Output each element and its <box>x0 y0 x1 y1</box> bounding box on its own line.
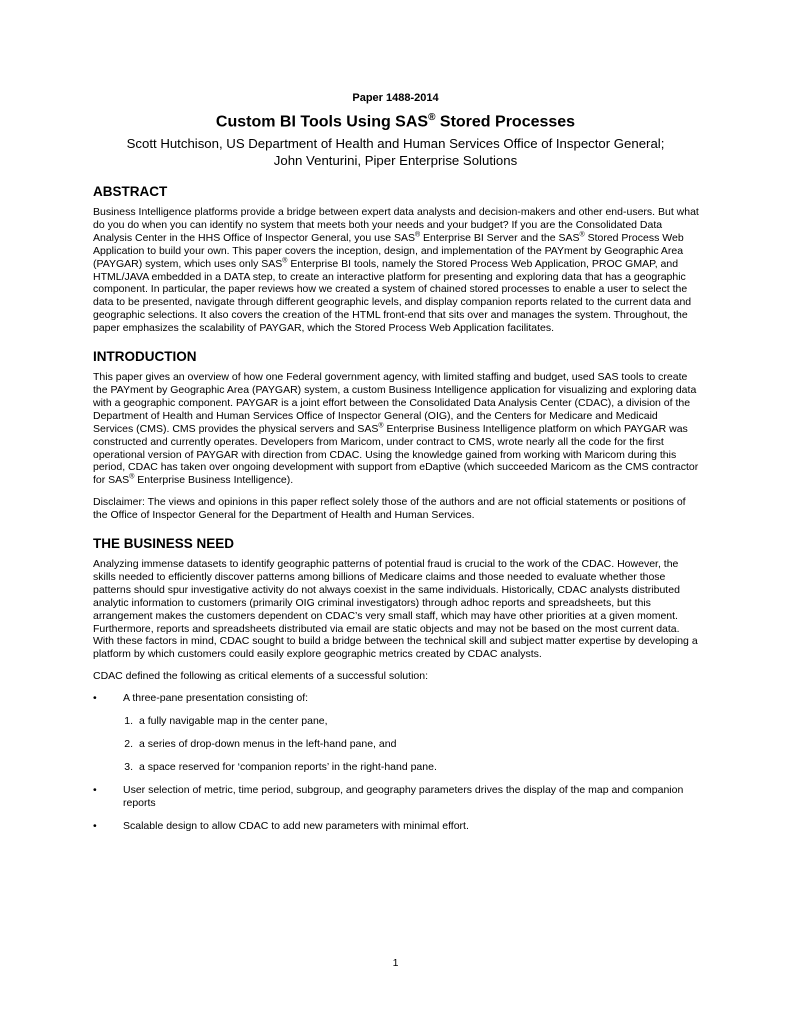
section-heading: ABSTRACT <box>93 184 168 199</box>
text-run: This paper gives an overview of how one Federal government agency, with limited staffing and budget, used SAS tools to create the PAYment by Geographic Area (PAYGAR) system, a custom Business Intelligence application for visualizing and exploring data with a geographic component. PAYGAR is a joint effort between the Consolidated Data Analysis Center (CDAC), a division of the Department of Health and Human Services Office of Inspector General (OIG), and the Centers for Medicare and Medicaid Services (CMS). CMS provides the physical servers and SAS <box>93 371 697 435</box>
item-text: a fully navigable map in the center pane, <box>139 715 328 728</box>
text-run: Enterprise Business Intelligence). <box>134 474 294 487</box>
abstract-paragraph <box>93 206 699 335</box>
text-run: Business Intelligence platforms provide a bridge between expert data analysts and decision-makers and other end-users. But what do you do when you can identify no system that meets both your needs and your budget? If you are the Consolidated Data Analysis Center in the HHS Office of Inspector General, you use SAS <box>93 206 699 244</box>
business-need-paragraph: Analyzing immense datasets to identify geographic patterns of potential fraud is crucial to the work of the CDAC. However, the skills needed to efficiently discover patterns among billions of Medicare claims and those needed to evaluate whether those patterns should spur investigative activity do not always coexist in the same individuals. Historically, CDAC analysts distributed analytic information to customers (primarily OIG criminal investigators) through adhoc reports and spreadsheets, but this arrangement makes the customers dependent on CDAC’s very small staff, which may have other priorities at a given moment. Furthermore, reports and spreadsheets distributed via email are static objects and may not be based on the most current data. With these factors in mind, CDAC sought to build a bridge between the technical skill and subject matter expertise by developing a platform by which customers could easily explore geographic metrics created by CDAC analysts. <box>93 558 698 661</box>
item-number: 1. <box>124 715 133 728</box>
section-heading: THE BUSINESS NEED <box>93 536 235 552</box>
numbered-item <box>123 738 699 751</box>
list-item-text: User selection of metric, time period, subgroup, and geography parameters drives the display of the map and companion reports <box>123 783 684 809</box>
registered-mark: ® <box>378 422 384 430</box>
registered-mark: ® <box>579 231 585 239</box>
paper-id: Paper 1488-2014 <box>352 92 439 104</box>
numbered-item <box>123 761 699 774</box>
list-item-text: A three-pane presentation consisting of: <box>123 692 309 705</box>
text-run: Enterprise BI tools, namely the Stored Process Web Application, PROC GMAP, and HTML/JAVA embedded in a DATA step, to create an interactive platform for presenting and exploring data that has a geographic component. In particular, the paper reviews how we created a system of chained stored processes to enable a user to select the data to be presented, navigate through different geographic levels, and display companion reports related to the current data and geographic selections. It also covers the creation of the HTML front-end that sits over and manages the system. Throughout, the paper emphasizes the scalability of PAYGAR, which the Stored Process Web Application facilitates. <box>93 257 692 335</box>
criteria-list <box>93 692 699 832</box>
item-number: 2. <box>124 738 133 750</box>
paper-body <box>93 184 699 843</box>
registered-mark: ® <box>414 231 421 239</box>
numbered-item <box>123 715 699 728</box>
business-need-section <box>93 536 699 833</box>
author-line-2: John Venturini, Piper Enterprise Solutions <box>273 152 518 168</box>
section-heading: INTRODUCTION <box>93 349 197 365</box>
title-text-end: Stored Processes <box>435 113 576 131</box>
abstract-section <box>93 184 699 335</box>
text-run: Enterprise BI Server and the SAS <box>420 231 580 244</box>
authors <box>60 136 731 169</box>
list-item <box>93 820 699 833</box>
registered-mark: ® <box>282 257 288 265</box>
numbered-list <box>123 715 699 774</box>
item-number: 3. <box>124 760 133 773</box>
introduction-paragraph <box>93 371 699 487</box>
text-run: Stored Process Web Application to build your own. This paper covers the inception, design, and implementation of the PAYment by Geographic Area (PAYGAR) system, which uses only SAS <box>93 231 684 270</box>
list-item <box>93 784 699 810</box>
bullet-icon: • <box>93 783 97 796</box>
criteria-intro: CDAC defined the following as critical elements of a successful solution: <box>93 670 428 683</box>
text-run: Enterprise Business Intelligence platform on which PAYGAR was constructed and currently operates. Developers from Maricom, under contract to CMS, wrote nearly all the code for the first operational version of PAYGAR with direction from CDAC. Using the knowledge gained from working with Maricom during this period, CDAC has taken over ongoing development with support from eDaptive (which succeeded Maricom as the CMS contractor for SAS <box>93 422 699 487</box>
list-item-text: Scalable design to allow CDAC to add new parameters with minimal effort. <box>123 819 469 832</box>
item-text: a space reserved for ‘companion reports’ in the right-hand pane. <box>139 760 437 773</box>
registered-mark: ® <box>129 473 135 481</box>
bullet-icon: • <box>93 819 97 832</box>
paper-title <box>0 112 791 131</box>
title-text: Custom BI Tools Using SAS <box>215 113 429 131</box>
author-line-1: Scott Hutchison, US Department of Health and Human Services Office of Inspector General; <box>126 136 665 151</box>
page-number: 1 <box>392 957 399 969</box>
disclaimer-paragraph: Disclaimer: The views and opinions in this paper reflect solely those of the authors and are not official statements or positions of the Office of Inspector General for the Department of Health and Human Services. <box>93 496 686 522</box>
item-text: a series of drop-down menus in the left-hand pane, and <box>139 738 397 750</box>
bullet-icon: • <box>93 692 97 705</box>
registered-mark: ® <box>428 112 436 123</box>
list-item <box>93 692 699 774</box>
introduction-section <box>93 349 699 522</box>
